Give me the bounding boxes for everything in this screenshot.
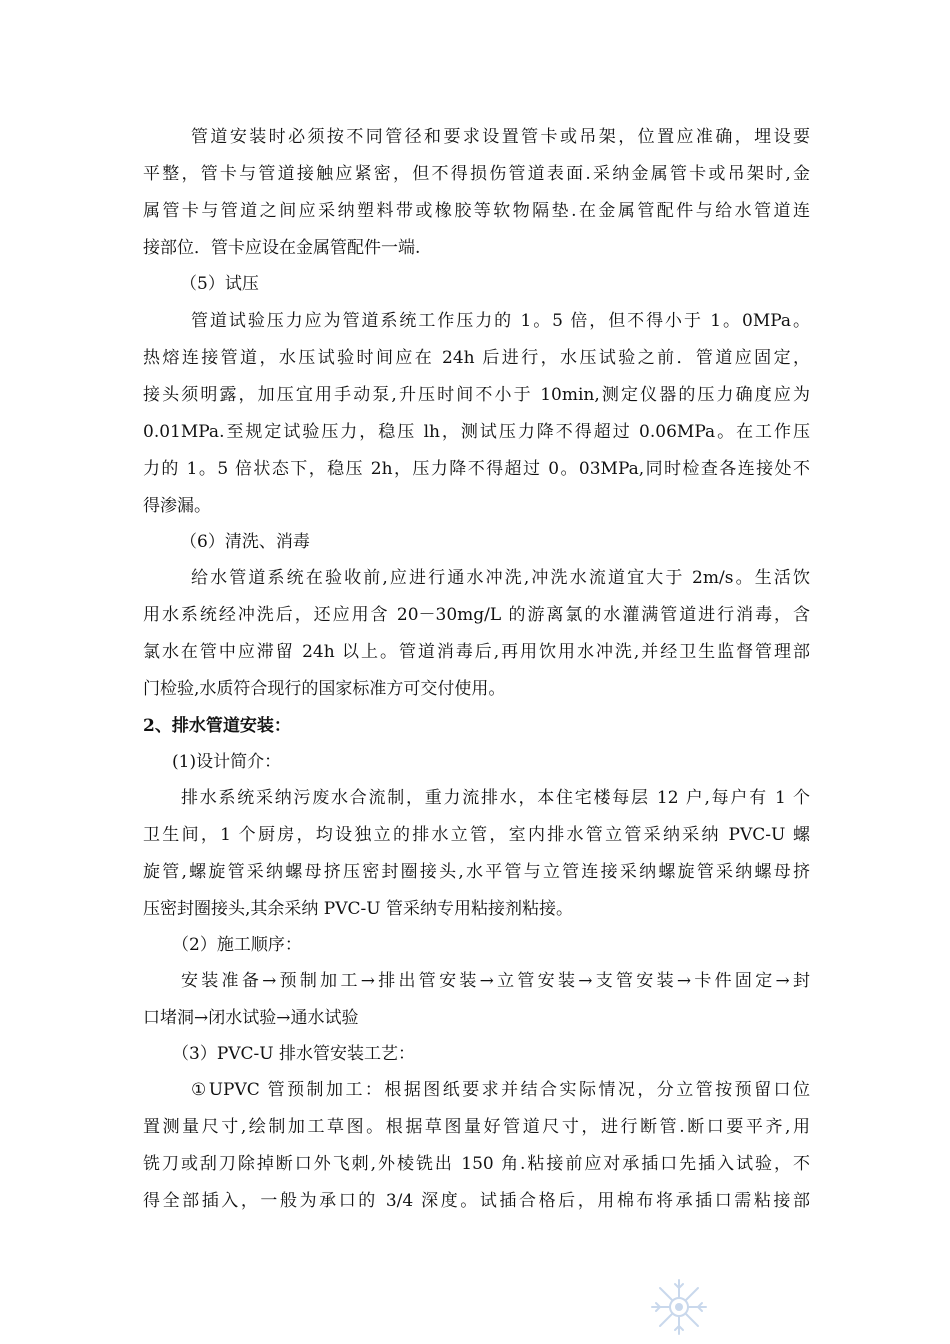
text-line: 旋管,螺旋管采纳螺母挤压密封圈接头,水平管与立管连接采纳螺旋管采纳螺母挤 bbox=[143, 862, 810, 882]
section-heading: （5）试压 bbox=[180, 274, 259, 294]
text-line: 口堵洞→闭水试验→通水试验 bbox=[143, 1008, 359, 1028]
text-line: 安装准备→预制加工→排出管安装→立管安装→支管安装→卡件固定→封 bbox=[181, 971, 810, 991]
text-line: 铣刀或刮刀除掉断口外飞刺,外棱铣出 150 角.粘接前应对承插口先插入试验，不 bbox=[143, 1154, 810, 1174]
text-line: 用水系统经冲洗后，还应用含 20－30mg/L 的游离氯的水灌满管道进行消毒，含 bbox=[143, 605, 810, 625]
section-title: 2、排水管道安装： bbox=[143, 716, 291, 736]
text-line: 压密封圈接头,其余采纳 PVC-U 管采纳专用粘接剂粘接。 bbox=[143, 899, 574, 919]
text-line: 平整，管卡与管道接触应紧密，但不得损伤管道表面.采纳金属管卡或吊架时,金 bbox=[143, 164, 810, 184]
text-line: 得渗漏。 bbox=[143, 496, 211, 516]
text-line: 门检验,水质符合现行的国家标准方可交付使用。 bbox=[143, 679, 506, 699]
section-heading: (1)设计简介： bbox=[172, 752, 282, 772]
text-line: 属管卡与管道之间应采纳塑料带或橡胶等软物隔垫.在金属管配件与给水管道连 bbox=[143, 201, 810, 221]
text-line: 氯水在管中应滞留 24h 以上。管道消毒后,再用饮用水冲洗,并经卫生监督管理部 bbox=[143, 642, 810, 662]
text-line: 热熔连接管道，水压试验时间应在 24h 后进行，水压试验之前．管道应固定， bbox=[143, 348, 810, 368]
text-line: 置测量尺寸,绘制加工草图。根据草图量好管道尺寸，进行断管.断口要平齐,用 bbox=[143, 1117, 810, 1137]
text-line: 给水管道系统在验收前,应进行通水冲洗,冲洗水流道宜大于 2m/s。生活饮 bbox=[191, 568, 810, 588]
section-heading: （3）PVC-U 排水管安装工艺： bbox=[172, 1044, 416, 1064]
text-line: 接部位．管卡应设在金属管配件一端. bbox=[143, 238, 421, 258]
section-heading: （6）清洗、消毒 bbox=[180, 532, 310, 552]
snowflake-watermark-icon bbox=[648, 1276, 710, 1338]
text-line: 0.01MPa.至规定试验压力，稳压 lh，测试压力降不得超过 0.06MPa。在工作压 bbox=[143, 422, 810, 442]
text-line: 管道安装时必须按不同管径和要求设置管卡或吊架，位置应准确，埋设要 bbox=[191, 127, 810, 147]
text-line: 接头须明露，加压宜用手动泵,升压时间不小于 10min,测定仪器的压力确度应为 bbox=[143, 385, 810, 405]
text-line: 得全部插入，一般为承口的 3/4 深度。试插合格后，用棉布将承插口需粘接部 bbox=[143, 1191, 810, 1211]
text-line: ①UPVC 管预制加工：根据图纸要求并结合实际情况，分立管按预留口位 bbox=[191, 1080, 810, 1100]
text-line: 力的 1。5 倍状态下，稳压 2h，压力降不得超过 0。03MPa,同时检查各连接处不 bbox=[143, 459, 810, 479]
text-line: 卫生间，1 个厨房，均设独立的排水立管，室内排水管立管采纳采纳 PVC-U 螺 bbox=[143, 825, 810, 845]
text-line: 排水系统采纳污废水合流制，重力流排水，本住宅楼每层 12 户,每户有 1 个 bbox=[181, 788, 810, 808]
section-heading: （2）施工顺序： bbox=[172, 935, 302, 955]
text-line: 管道试验压力应为管道系统工作压力的 1。5 倍，但不得小于 1。0MPa。 bbox=[191, 311, 810, 331]
